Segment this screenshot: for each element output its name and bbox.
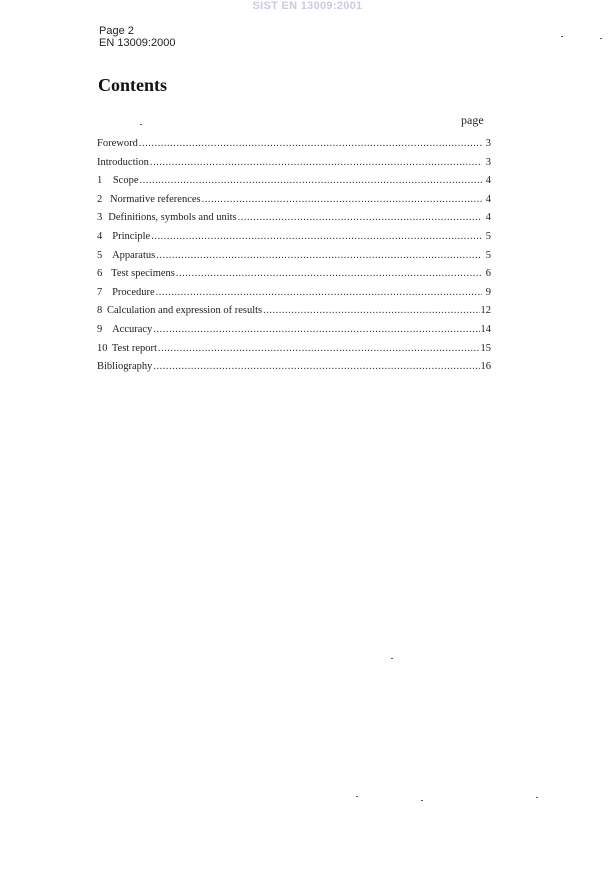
toc-entry-title: Accuracy bbox=[112, 323, 153, 335]
toc-entry-page: 3 bbox=[485, 156, 491, 168]
toc-entry-test-report[interactable] bbox=[97, 343, 491, 362]
toc-entry-bibliography[interactable] bbox=[97, 361, 491, 380]
toc-entry-title: Normative references bbox=[109, 193, 201, 205]
toc-entry-page: 4 bbox=[485, 212, 491, 224]
toc-dot-leader bbox=[139, 138, 482, 149]
toc-entry-title: Bibliography bbox=[97, 361, 153, 373]
scan-speck bbox=[421, 800, 423, 801]
toc-dot-leader bbox=[140, 175, 483, 186]
toc-dot-leader bbox=[151, 231, 482, 242]
table-of-contents bbox=[97, 138, 491, 380]
toc-dot-leader bbox=[176, 268, 482, 279]
page-number-label: Page 2 bbox=[99, 25, 134, 37]
scan-speck bbox=[561, 36, 563, 37]
scan-speck bbox=[536, 797, 538, 798]
scan-speck bbox=[391, 658, 393, 659]
toc-entry-calculation[interactable] bbox=[97, 305, 491, 324]
page-title: Contents bbox=[98, 75, 168, 95]
toc-entry-scope[interactable] bbox=[97, 175, 491, 194]
toc-entry-page: 5 bbox=[485, 249, 491, 261]
toc-entry-number: 1 bbox=[97, 175, 103, 187]
toc-entry-number: 8 bbox=[97, 305, 103, 317]
toc-entry-accuracy[interactable] bbox=[97, 324, 491, 343]
toc-entry-number: 6 bbox=[97, 268, 103, 280]
toc-entry-number: 4 bbox=[97, 230, 103, 242]
toc-entry-title: Foreword bbox=[97, 138, 138, 149]
toc-entry-title: Test report bbox=[111, 342, 157, 354]
scan-speck bbox=[356, 796, 358, 797]
toc-entry-foreword[interactable] bbox=[97, 138, 491, 157]
toc-entry-number: 2 bbox=[97, 193, 103, 205]
toc-dot-leader bbox=[238, 212, 482, 223]
toc-entry-normative-references[interactable] bbox=[97, 194, 491, 213]
toc-entry-number: 10 bbox=[97, 342, 108, 354]
toc-entry-page: 14 bbox=[480, 323, 491, 335]
toc-dot-leader bbox=[202, 194, 482, 205]
toc-entry-title: Principle bbox=[112, 230, 151, 242]
scan-speck bbox=[600, 38, 602, 39]
toc-dot-leader bbox=[153, 324, 479, 335]
toc-entry-principle[interactable] bbox=[97, 231, 491, 250]
toc-entry-page: 16 bbox=[480, 361, 491, 373]
toc-dot-leader bbox=[150, 157, 482, 168]
toc-dot-leader bbox=[156, 287, 482, 298]
toc-entry-title: Procedure bbox=[112, 286, 155, 298]
toc-dot-leader bbox=[263, 305, 479, 316]
toc-entry-page: 4 bbox=[485, 175, 491, 187]
toc-entry-page: 9 bbox=[485, 286, 491, 298]
toc-entry-definitions[interactable] bbox=[97, 212, 491, 231]
toc-entry-number: 7 bbox=[97, 286, 103, 298]
page-column-label: page bbox=[461, 113, 484, 127]
toc-entry-number: 9 bbox=[97, 323, 103, 335]
toc-entry-title: Apparatus bbox=[112, 249, 156, 261]
toc-entry-title: Test specimens bbox=[111, 268, 175, 280]
toc-dot-leader bbox=[156, 250, 482, 261]
toc-entry-page: 5 bbox=[485, 230, 491, 242]
toc-entry-title: Scope bbox=[112, 175, 139, 187]
toc-entry-number: 3 bbox=[97, 212, 103, 224]
watermark: SIST EN 13009:2001 bbox=[252, 0, 363, 12]
toc-dot-leader bbox=[153, 361, 479, 372]
toc-entry-test-specimens[interactable] bbox=[97, 268, 491, 287]
toc-entry-page: 3 bbox=[485, 138, 491, 149]
page-header bbox=[99, 25, 175, 49]
standard-reference: EN 13009:2000 bbox=[99, 37, 176, 49]
toc-entry-page: 4 bbox=[485, 193, 491, 205]
toc-entry-page: 12 bbox=[480, 305, 491, 317]
scan-speck bbox=[140, 124, 142, 125]
toc-entry-apparatus[interactable] bbox=[97, 250, 491, 269]
toc-entry-page: 6 bbox=[485, 268, 491, 280]
toc-entry-title: Introduction bbox=[97, 156, 149, 168]
toc-entry-procedure[interactable] bbox=[97, 287, 491, 306]
toc-entry-introduction[interactable] bbox=[97, 157, 491, 176]
toc-entry-title: Definitions, symbols and units bbox=[108, 212, 237, 224]
toc-dot-leader bbox=[158, 343, 480, 354]
toc-entry-number: 5 bbox=[97, 249, 103, 261]
toc-entry-title: Calculation and expression of results bbox=[107, 305, 263, 317]
toc-entry-page: 15 bbox=[480, 342, 491, 354]
